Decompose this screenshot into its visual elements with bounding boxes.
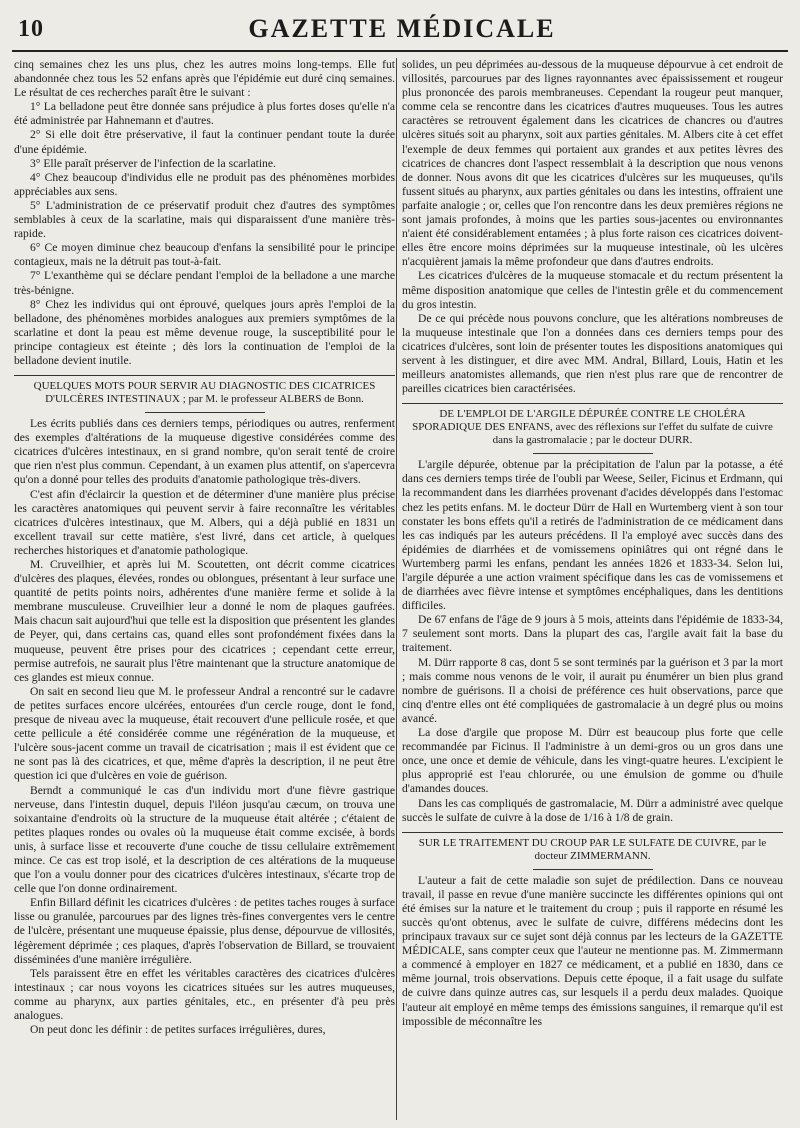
section-heading-albers: QUELQUES MOTS POUR SERVIR AU DIAGNOSTIC DES CICATRICES D'ULCÈRES INTESTINAUX ; par M. le professeur ALBERS de Bonn. (33, 380, 376, 406)
paragraph: C'est afin d'éclaircir la question et de déterminer d'une manière plus précise les caractères anatomiques qui peuvent servir à faire reconnaître les véritables cicatrices d'ulcères intestinaux, que M. Albers, qui a déjà publié en 1831 un excellent travail sur cette matière, s'est livré, dans cet article, à quelques recherches historiques et d'anatomie pathologique. (14, 487, 395, 557)
section-divider (402, 832, 783, 833)
section-heading-durr: DE L'EMPLOI DE L'ARGILE DÉPURÉE CONTRE LE CHOLÉRA SPORADIQUE DES ENFANS, avec des réflexions sur l'effet du sulfate de cuivre dans la gastromalacie ; par le docteur DURR. (412, 408, 773, 447)
paragraph: On sait en second lieu que M. le professeur Andral a rencontré sur le cadavre de petites surfaces encore ulcérées, entourées d'un cercle rouge, dont le fond, presque de niveau avec la muqueuse, était recouvert d'une pellicule rosée, et que cette pellicule a été considérée comme une régénération de la muqueuse, et l'ulcère sous-jacent comme un travail de cicatrisation ; mais il est évident que ce ne sont pas là des cicatrices, et que, même d'après la description, il ne peut être question ici que d'ulcères en voie de guérison. (14, 684, 395, 783)
point-3: 3° Elle paraît préserver de l'infection de la scarlatine. (30, 156, 276, 170)
paragraph: De ce qui précède nous pouvons conclure, que les altérations nombreuses de la muqueuse intestinale que l'on a données dans ces derniers temps pour des cicatrices d'ulcères, sont loin de présenter toutes les dispositions anatomiques qui servent à les distinguer, et dire avec MM. Andral, Billard, Louis, Hatin et les meilleurs anatomistes allemands, que rien n'est plus rare que de rencontrer de pareilles cicatrices bien caractérisées. (402, 311, 783, 396)
paragraph: M. Dürr rapporte 8 cas, dont 5 se sont terminés par la guérison et 3 par la mort ; mais comme nous venons de le voir, il aurait pu énumérer un bien plus grand nombre de guérisons. Il a choisi de préférence ces huit observations, parce que cinq d'entre elles ont été compliquées de gastromalacie à un degré plus ou moins avancé. (402, 655, 783, 725)
page-header (18, 14, 786, 54)
paragraph: Enfin Billard définit les cicatrices d'ulcères : de petites taches rouges à surface lisse ou granulée, parcourues par des lignes très-fines convergentes vers le centre de l'ulcère, présentant une muqueuse épaissie, plus dense, dépourvue de villosités, légèrement déprimée ; ces plaques, d'après l'observation de Billard, se trouvaient disséminées d'une manière irrégulière. (14, 896, 395, 966)
page-number: 10 (18, 16, 44, 42)
paragraph: On peut donc les définir : de petites surfaces irrégulières, dures, (30, 1023, 326, 1037)
point-7: 7° L'exanthème qui se déclare pendant l'emploi de la belladone a une marche très-bénigne. (14, 269, 395, 297)
point-4: 4° Chez beaucoup d'individus elle ne produit pas des phénomènes morbides appréciables aux sens. (14, 170, 395, 198)
right-column (402, 58, 783, 1120)
paragraph: Les cicatrices d'ulcères de la muqueuse stomacale et du rectum présentent la même disposition anatomique que celles de l'intestin grêle et du commencement du gros intestin. (402, 269, 783, 311)
paragraph: M. Cruveilhier, et après lui M. Scoutetten, ont décrit comme cicatrices d'ulcères des plaques, élevées, rondes ou oblongues, présentant à leur surface une quantité de petits points noirs, adhérentes d'une manière ferme et solide à la membrane musculeuse. Cruveilhier leur a donné le nom de plaques gaufrées. Mais chacun sait aujourd'hui que telle est la disposition que présentent les glandes de Peyer, qui, dans certains cas, quand elles sont profondément fixées dans la muqueuse, peuvent être prises pour des cicatrices ; cependant cette erreur, permise autrefois, ne saurait plus l'être maintenant que la structure anatomique de ces glandes est mieux connue. (14, 558, 395, 684)
paragraph: Dans les cas compliqués de gastromalacie, M. Dürr a administré avec quelque succès le sulfate de cuivre à la dose de 1/16 à 1/8 de grain. (402, 796, 783, 824)
point-5: 5° L'administration de ce préservatif produit chez d'autres des symptômes semblables à ceux de la scarlatine, mais qui disparaissent d'une manière très-rapide. (14, 198, 395, 241)
column-divider (396, 58, 397, 1120)
intro-paragraph: cinq semaines chez les uns plus, chez les autres moins long-temps. Elle fut abandonnée chez tous les 52 enfans après que l'épidémie eut duré cinq semaines. Le résultat de ces recherches paraît être le suivant : (14, 58, 395, 100)
section-divider (14, 375, 395, 376)
paragraph: Les écrits publiés dans ces derniers temps, périodiques ou autres, renferment des exemples d'altérations de la muqueuse digestive considérées comme des cicatrices d'ulcères intestinaux, en si grand nombre, qu'on serait tenté de croire que rien n'est plus commun. Cependant, à un examen plus attentif, on s'apercevra qu'on a donné pour telles des produits d'anatomie pathologique très-divers. (14, 417, 395, 487)
section-divider (533, 869, 653, 870)
paragraph: Tels paraissent être en effet les véritables caractères des cicatrices d'ulcères intestinaux ; car nous voyons les cicatrices situées sur les autres muqueuses, comme au pharynx, aux parties génitales, etc., en présenter d'à peu près analogues. (14, 966, 395, 1022)
paragraph: Berndt a communiqué le cas d'un individu mort d'une fièvre gastrique nerveuse, dans l'intestin duquel, depuis l'iléon jusqu'au cæcum, on trouva une soixantaine d'endroits où la structure de la muqueuse était altérée ; c'étaient de petites plaques rondes ou ovales où la muqueuse était comme excisée, à bords unis, à surface lisse et recouverte d'une couche de tissu cellulaire extrêmement mince. Ce cas est trop isolé, et la description de ces altérations de la muqueuse que l'on a voulu donner pour des cicatrices d'ulcères intestinaux, s'écarte trop de celle que l'on donne ordinairement. (14, 783, 395, 896)
section-divider (533, 453, 653, 454)
point-8: 8° Chez les individus qui ont éprouvé, quelques jours après l'emploi de la belladone, des phénomènes morbides analogues aux premiers symptômes de la scarlatine et dont la peau est même devenue rouge, la susceptibilité pour le principe contagieux est éteinte ; dès lors la continuation de l'emploi de la belladone devient inutile. (14, 297, 395, 367)
paragraph: L'auteur a fait de cette maladie son sujet de prédilection. Dans ce nouveau travail, il passe en revue d'une manière succincte les différentes opinions qui ont été émises sur la nature et le traitement du croup ; puis il rapporte en résumé les succès qu'ont obtenus, avec le sulfate de cuivre, différens médecins dont les principaux travaux sur ce sujet sont déjà connus par les lecteurs de la GAZETTE MÉDICALE, sans compter ceux que l'auteur ne mentionne pas. M. Zimmermann a commencé à employer en 1827 ce médicament, et a publié en 1830, dans ce même journal, trois observations. Depuis cette époque, il a fait usage du sulfate de cuivre dans quinze autres cas, sur lesquels il a perdu deux malades. Quoique l'auteur ait employé en même temps des émissions sanguines, il remarque qu'il est impossible de méconnaître les (402, 873, 783, 1028)
paragraph: L'argile dépurée, obtenue par la précipitation de l'alun par la potasse, a été dans ces derniers temps tirée de l'oubli par Weese, Seiler, Ficinus et Erdmann, qui la recommandent dans les diarrhées provenant d'acides développés dans l'estomac chez les petits enfans. M. le docteur Dürr de Hall en Wurtemberg vient à son tour constater les bons effets qu'il a retirés de l'administration de ce médicament dans les cas indiqués par les auteurs précédens. Il l'a employé avec succès dans des épidémies de diarrhées et de vomissemens opiniâtres qui ont régné dans le Wurtemberg parmi les enfans, pendant les années 1826 et 1833-34. Selon lui, l'argile dépurée a une action vraiment spécifique dans les cas de vomissemens et de diarrhées avec fièvre intense et symptômes encéphaliques, dans les dentitions difficiles. (402, 458, 783, 613)
header-rule (12, 50, 788, 52)
paragraph: La dose d'argile que propose M. Dürr est beaucoup plus forte que celle recommandée par Ficinus. Il l'administre à un demi-gros ou un gros dans une once, une once et demie de véhicule, dans les vingt-quatre heures. L'excipient le plus approprié est l'eau chlorurée, ou une émulsion de gomme ou d'huile d'amandes douces. (402, 726, 783, 796)
section-divider (402, 403, 783, 404)
left-column (14, 58, 395, 1120)
point-1: 1° La belladone peut être donnée sans préjudice à plus fortes doses qu'elle n'a été administrée par Hahnemann et d'autres. (14, 100, 395, 128)
section-divider (145, 412, 265, 413)
paragraph: solides, un peu déprimées au-dessous de la muqueuse dépourvue à cet endroit de villosités, parcourues par des lignes rayonnantes avec épaississement et rougeur plus prononcée des parois membraneuses. Cependant la rougeur peut manquer, comme cela se rencontre dans les cicatrices d'autres muqueuses. Tous les autres caractères se retrouvent également dans les cicatrices de chancres ou d'autres ulcères situés soit au pharynx, soit aux parties génitales. M. Albers cite à cet effet l'exemple de deux femmes qui portaient aux grandes et aux petites lèvres des cicatrices de chancres dont l'aspect ressemblait à la description que nous venons de donner. Nous avons dit que les cicatrices d'ulcères sur les muqueuses, qu'ils fussent situés au pharynx, aux parties génitales ou dans les intestins, offraient une parfaite analogie ; or, celles que l'on rencontre dans les deux premières régions ne sont jamais profondes, à moins que les parties sous-jacentes ou environnantes n'aient été considérablement entamées ; à plus forte raison ces cicatrices doivent-elles être encore moins déprimées sur la muqueuse intestinale, où les ulcères n'acquièrent jamais la même profondeur que dans d'autres endroits. (402, 58, 783, 269)
point-2: 2° Si elle doit être préservative, il faut la continuer pendant toute la durée d'une épidémie. (14, 128, 395, 156)
point-6: 6° Ce moyen diminue chez beaucoup d'enfans la sensibilité pour le principe contagieux, mais ne la détruit pas tout-à-fait. (14, 241, 395, 269)
journal-title: GAZETTE MÉDICALE (248, 14, 556, 43)
section-heading-zimmermann: SUR LE TRAITEMENT DU CROUP PAR LE SULFATE DE CUIVRE, par le docteur ZIMMERMANN. (418, 836, 767, 862)
paragraph: De 67 enfans de l'âge de 9 jours à 5 mois, atteints dans l'épidémie de 1833-34, 7 seulement sont morts. Dans la plupart des cas, l'argile avait fait la base du traitement. (402, 613, 783, 655)
